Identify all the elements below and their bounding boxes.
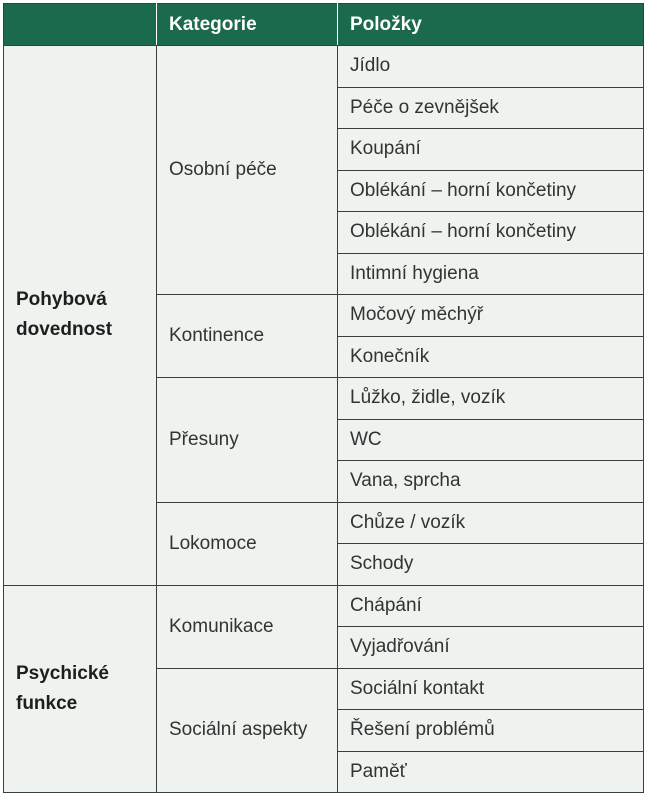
category-label: Přesuny (157, 378, 338, 503)
section-label: Pohybová dovednost (4, 46, 157, 586)
item-cell: Řešení problémů (338, 710, 644, 752)
category-label: Lokomoce (157, 502, 338, 585)
item-cell: Lůžko, židle, vozík (338, 378, 644, 420)
item-cell: Schody (338, 544, 644, 586)
item-cell: Paměť (338, 751, 644, 793)
item-cell: Jídlo (338, 46, 644, 88)
item-cell: Intimní hygiena (338, 253, 644, 295)
table-row (4, 585, 644, 627)
table-wrapper (3, 3, 643, 793)
item-cell: Oblékání – horní končetiny (338, 212, 644, 254)
header-items: Položky (338, 4, 644, 46)
item-cell: Konečník (338, 336, 644, 378)
item-cell: Vyjadřování (338, 627, 644, 669)
category-label: Komunikace (157, 585, 338, 668)
assessment-table (3, 3, 644, 793)
item-cell: Koupání (338, 129, 644, 171)
item-cell: WC (338, 419, 644, 461)
category-label: Kontinence (157, 295, 338, 378)
header-row (4, 4, 644, 46)
header-section (4, 4, 157, 46)
category-label: Osobní péče (157, 46, 338, 295)
item-cell: Chápání (338, 585, 644, 627)
item-cell: Sociální kontakt (338, 668, 644, 710)
header-category: Kategorie (157, 4, 338, 46)
item-cell: Chůze / vozík (338, 502, 644, 544)
category-label: Sociální aspekty (157, 668, 338, 793)
table-row (4, 46, 644, 88)
table-body (4, 46, 644, 793)
item-cell: Vana, sprcha (338, 461, 644, 503)
section-label: Psychické funkce (4, 585, 157, 793)
item-cell: Oblékání – horní končetiny (338, 170, 644, 212)
item-cell: Péče o zevnějšek (338, 87, 644, 129)
item-cell: Močový měchýř (338, 295, 644, 337)
